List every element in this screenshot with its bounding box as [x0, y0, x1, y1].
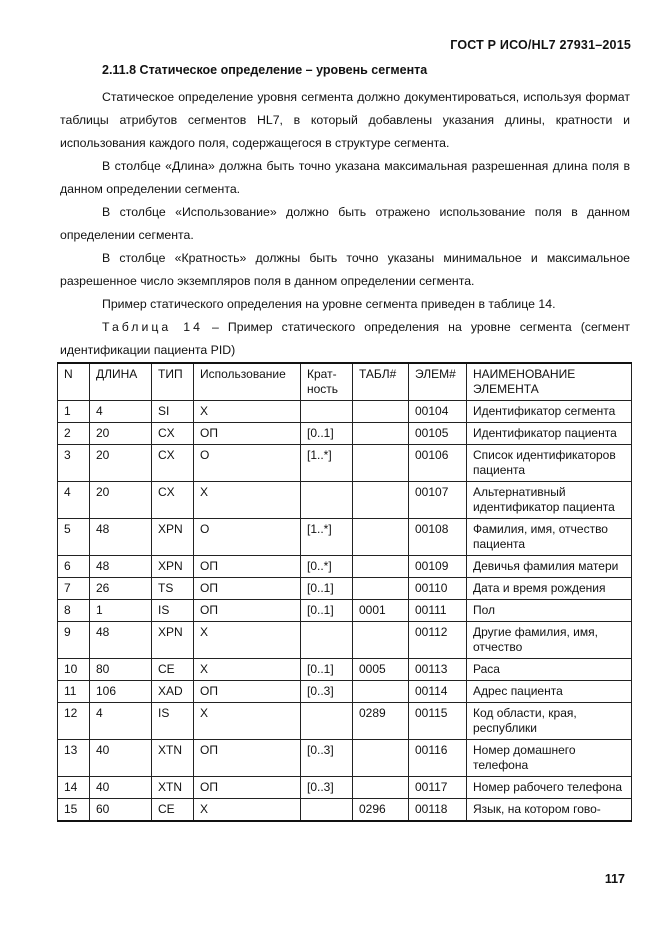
cell-length: 1 [90, 600, 152, 622]
cell-name: Фамилия, имя, отчество пациента [467, 519, 632, 556]
cell-name: Идентификатор сегмента [467, 401, 632, 423]
col-header-cardinality: Крат-ность [301, 363, 353, 401]
table-row [58, 578, 632, 600]
cell-n: 2 [58, 423, 90, 445]
cell-usage: X [194, 401, 301, 423]
cell-n: 14 [58, 777, 90, 799]
cell-cardinality: [0..1] [301, 659, 353, 681]
cell-n: 3 [58, 445, 90, 482]
cell-cardinality: [0..*] [301, 556, 353, 578]
cell-n: 13 [58, 740, 90, 777]
cell-cardinality: [0..1] [301, 600, 353, 622]
table-row [58, 799, 632, 822]
cell-table [353, 578, 409, 600]
cell-table [353, 401, 409, 423]
cell-type: XTN [152, 777, 194, 799]
cell-element: 00109 [409, 556, 467, 578]
table-row [58, 556, 632, 578]
cell-usage: ОП [194, 777, 301, 799]
cell-element: 00104 [409, 401, 467, 423]
cell-element: 00112 [409, 622, 467, 659]
cell-table [353, 445, 409, 482]
cell-n: 12 [58, 703, 90, 740]
cell-length: 20 [90, 423, 152, 445]
cell-length: 60 [90, 799, 152, 822]
cell-name: Дата и время рождения [467, 578, 632, 600]
table-row [58, 622, 632, 659]
table-row [58, 482, 632, 519]
cell-name: Адрес пациента [467, 681, 632, 703]
cell-type: SI [152, 401, 194, 423]
cell-n: 15 [58, 799, 90, 822]
cell-element: 00114 [409, 681, 467, 703]
cell-type: TS [152, 578, 194, 600]
cell-type: XPN [152, 519, 194, 556]
cell-table: 0001 [353, 600, 409, 622]
cell-length: 106 [90, 681, 152, 703]
cell-n: 1 [58, 401, 90, 423]
col-header-name: НАИМЕНОВАНИЕ ЭЛЕМЕНТА [467, 363, 632, 401]
cell-cardinality: [0..1] [301, 578, 353, 600]
cell-length: 48 [90, 622, 152, 659]
cell-type: XAD [152, 681, 194, 703]
cell-name: Идентификатор пациента [467, 423, 632, 445]
cell-usage: ОП [194, 681, 301, 703]
table-row [58, 519, 632, 556]
cell-name: Девичья фамилия матери [467, 556, 632, 578]
cell-element: 00106 [409, 445, 467, 482]
section-heading: 2.11.8 Статическое определение – уровень сегмента [102, 63, 428, 77]
cell-type: XPN [152, 556, 194, 578]
cell-n: 5 [58, 519, 90, 556]
cell-type: XTN [152, 740, 194, 777]
cell-element: 00105 [409, 423, 467, 445]
cell-table [353, 777, 409, 799]
cell-cardinality [301, 622, 353, 659]
cell-usage: X [194, 482, 301, 519]
cell-table [353, 740, 409, 777]
cell-n: 10 [58, 659, 90, 681]
cell-usage: О [194, 519, 301, 556]
cell-name: Номер домашнего телефона [467, 740, 632, 777]
cell-length: 4 [90, 703, 152, 740]
col-header-length: ДЛИНА [90, 363, 152, 401]
paragraph-intro: Статическое определение уровня сегмента должно документироваться, используя формат таблицы атрибутов сегментов HL7, в который добавлены указания длины, кратности и использования каждого поля, содержащегося в структуре сегмента. [60, 90, 630, 150]
table-caption [60, 316, 630, 362]
cell-usage: ОП [194, 740, 301, 777]
cell-cardinality: [0..3] [301, 777, 353, 799]
cell-name: Другие фамилия, имя, отчество [467, 622, 632, 659]
paragraph-cardinality: В столбце «Кратность» должны быть точно указаны минимальное и максимальное разрешенное число экземпляров поля в данном определении сегмента. [60, 251, 630, 288]
cell-name: Номер рабочего телефона [467, 777, 632, 799]
table-header-row [58, 363, 632, 401]
table-caption-text: – Пример статического определения на уровне сегмента (сегмент идентификации пациента PID) [60, 320, 630, 357]
cell-table [353, 519, 409, 556]
cell-n: 4 [58, 482, 90, 519]
cell-name: Раса [467, 659, 632, 681]
cell-length: 26 [90, 578, 152, 600]
cell-type: CX [152, 423, 194, 445]
cell-element: 00111 [409, 600, 467, 622]
col-header-n: N [58, 363, 90, 401]
cell-table [353, 423, 409, 445]
cell-cardinality [301, 703, 353, 740]
cell-type: CE [152, 659, 194, 681]
cell-cardinality: [0..3] [301, 740, 353, 777]
cell-usage: X [194, 799, 301, 822]
cell-type: IS [152, 600, 194, 622]
cell-type: CE [152, 799, 194, 822]
cell-type: XPN [152, 622, 194, 659]
cell-type: IS [152, 703, 194, 740]
cell-element: 00115 [409, 703, 467, 740]
cell-name: Код области, края, республики [467, 703, 632, 740]
cell-n: 9 [58, 622, 90, 659]
table-row [58, 401, 632, 423]
cell-element: 00117 [409, 777, 467, 799]
cell-n: 6 [58, 556, 90, 578]
cell-length: 48 [90, 519, 152, 556]
cell-name: Пол [467, 600, 632, 622]
col-header-table: ТАБЛ# [353, 363, 409, 401]
cell-element: 00118 [409, 799, 467, 822]
cell-table: 0296 [353, 799, 409, 822]
paragraph-example: Пример статического определения на уровне сегмента приведен в таблице 14. [102, 297, 556, 311]
cell-n: 11 [58, 681, 90, 703]
cell-name: Язык, на котором гово- [467, 799, 632, 822]
page-number: 117 [604, 872, 625, 886]
cell-type: CX [152, 445, 194, 482]
cell-cardinality [301, 401, 353, 423]
table-row [58, 659, 632, 681]
cell-usage: О [194, 445, 301, 482]
cell-table [353, 622, 409, 659]
cell-element: 00110 [409, 578, 467, 600]
cell-usage: X [194, 622, 301, 659]
table-caption-label: Таблица 14 [102, 320, 203, 334]
cell-cardinality: [0..3] [301, 681, 353, 703]
cell-table [353, 556, 409, 578]
cell-element: 00107 [409, 482, 467, 519]
cell-table: 0005 [353, 659, 409, 681]
table-row [58, 777, 632, 799]
cell-usage: ОП [194, 600, 301, 622]
cell-table [353, 681, 409, 703]
cell-length: 80 [90, 659, 152, 681]
cell-cardinality: [0..1] [301, 423, 353, 445]
cell-n: 8 [58, 600, 90, 622]
cell-usage: ОП [194, 578, 301, 600]
cell-n: 7 [58, 578, 90, 600]
cell-type: CX [152, 482, 194, 519]
cell-element: 00108 [409, 519, 467, 556]
cell-length: 48 [90, 556, 152, 578]
cell-length: 20 [90, 482, 152, 519]
cell-cardinality [301, 799, 353, 822]
table-row [58, 681, 632, 703]
col-header-usage: Использование [194, 363, 301, 401]
cell-usage: ОП [194, 423, 301, 445]
segment-table [57, 362, 632, 822]
cell-cardinality: [1..*] [301, 445, 353, 482]
cell-name: Альтернативный идентификатор пациента [467, 482, 632, 519]
cell-usage: X [194, 659, 301, 681]
table-row [58, 703, 632, 740]
cell-table: 0289 [353, 703, 409, 740]
table-row [58, 445, 632, 482]
cell-length: 40 [90, 740, 152, 777]
document-header: ГОСТ Р ИСО/HL7 27931–2015 [450, 38, 631, 52]
cell-length: 40 [90, 777, 152, 799]
cell-table [353, 482, 409, 519]
cell-element: 00116 [409, 740, 467, 777]
cell-name: Список идентификаторов пациента [467, 445, 632, 482]
cell-element: 00113 [409, 659, 467, 681]
paragraph-length: В столбце «Длина» должна быть точно указана максимальная разрешенная длина поля в данном определении сегмента. [60, 159, 630, 196]
cell-length: 4 [90, 401, 152, 423]
cell-usage: X [194, 703, 301, 740]
col-header-type: ТИП [152, 363, 194, 401]
col-header-element: ЭЛЕМ# [409, 363, 467, 401]
section-body [60, 62, 630, 362]
cell-cardinality: [1..*] [301, 519, 353, 556]
table-row [58, 740, 632, 777]
table-row [58, 600, 632, 622]
cell-length: 20 [90, 445, 152, 482]
cell-usage: ОП [194, 556, 301, 578]
table-row [58, 423, 632, 445]
cell-cardinality [301, 482, 353, 519]
paragraph-usage: В столбце «Использование» должно быть отражено использование поля в данном определении сегмента. [60, 205, 630, 242]
